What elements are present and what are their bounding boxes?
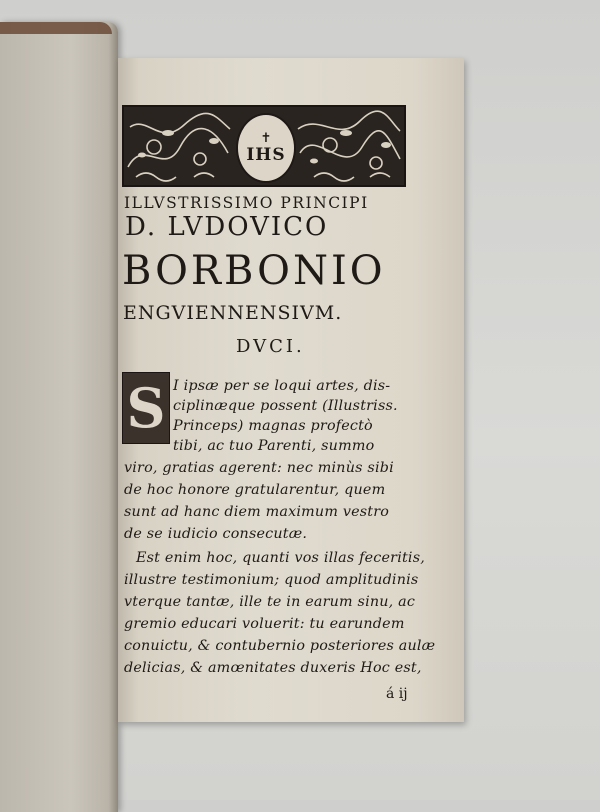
body-line: gremio educari voluerit: tu earundem <box>124 616 405 632</box>
body-line: ciplinæque possent (Illustriss. <box>173 398 398 414</box>
body-line: sunt ad hanc diem maximum vestro <box>124 504 390 520</box>
body-line: illustre testimonium; quod amplitudinis <box>124 572 419 588</box>
body-line: delicias, & amœnitates duxeris Hoc est, <box>124 660 422 676</box>
body-line: tibi, ac tuo Parenti, summo <box>173 438 375 454</box>
dedication-recipient-name: D. LVDOVICO <box>125 212 329 242</box>
book-cover-edge <box>0 22 112 34</box>
dedication-recipient-surname: BORBONIO <box>122 248 386 294</box>
body-line: viro, gratias agerent: nec minùs sibi <box>124 460 394 476</box>
body-line: de hoc honore gratularentur, quem <box>124 482 386 498</box>
cross-icon: ✝ <box>260 130 272 146</box>
body-line: Est enim hoc, quanti vos illas feceritis, <box>136 550 425 566</box>
ihs-monogram: IHS <box>246 144 286 165</box>
initial-letter: S <box>126 376 166 440</box>
body-line: vterque tantæ, ille te in earum sinu, ac <box>124 594 416 610</box>
body-line: de se iudicio consecutæ. <box>124 526 308 542</box>
signature-mark: á ij <box>386 686 408 702</box>
left-page <box>0 22 118 812</box>
ihs-monogram-medallion <box>236 113 296 183</box>
body-line: Princeps) magnas profectò <box>173 418 373 434</box>
body-line: I ipsæ per se loqui artes, dis- <box>173 378 391 394</box>
dedication-recipient-title: ILLVSTRISSIMO PRINCIPI <box>124 194 369 212</box>
dedication-recipient-duchy: ENGVIENNENSIVM. <box>123 302 343 324</box>
body-line: conuictu, & contubernio posteriores aulæ <box>124 638 436 654</box>
dedication-recipient-rank: DVCI. <box>236 336 305 357</box>
right-page <box>118 58 464 722</box>
decorative-headpiece <box>122 105 406 187</box>
decorated-initial <box>122 372 170 444</box>
